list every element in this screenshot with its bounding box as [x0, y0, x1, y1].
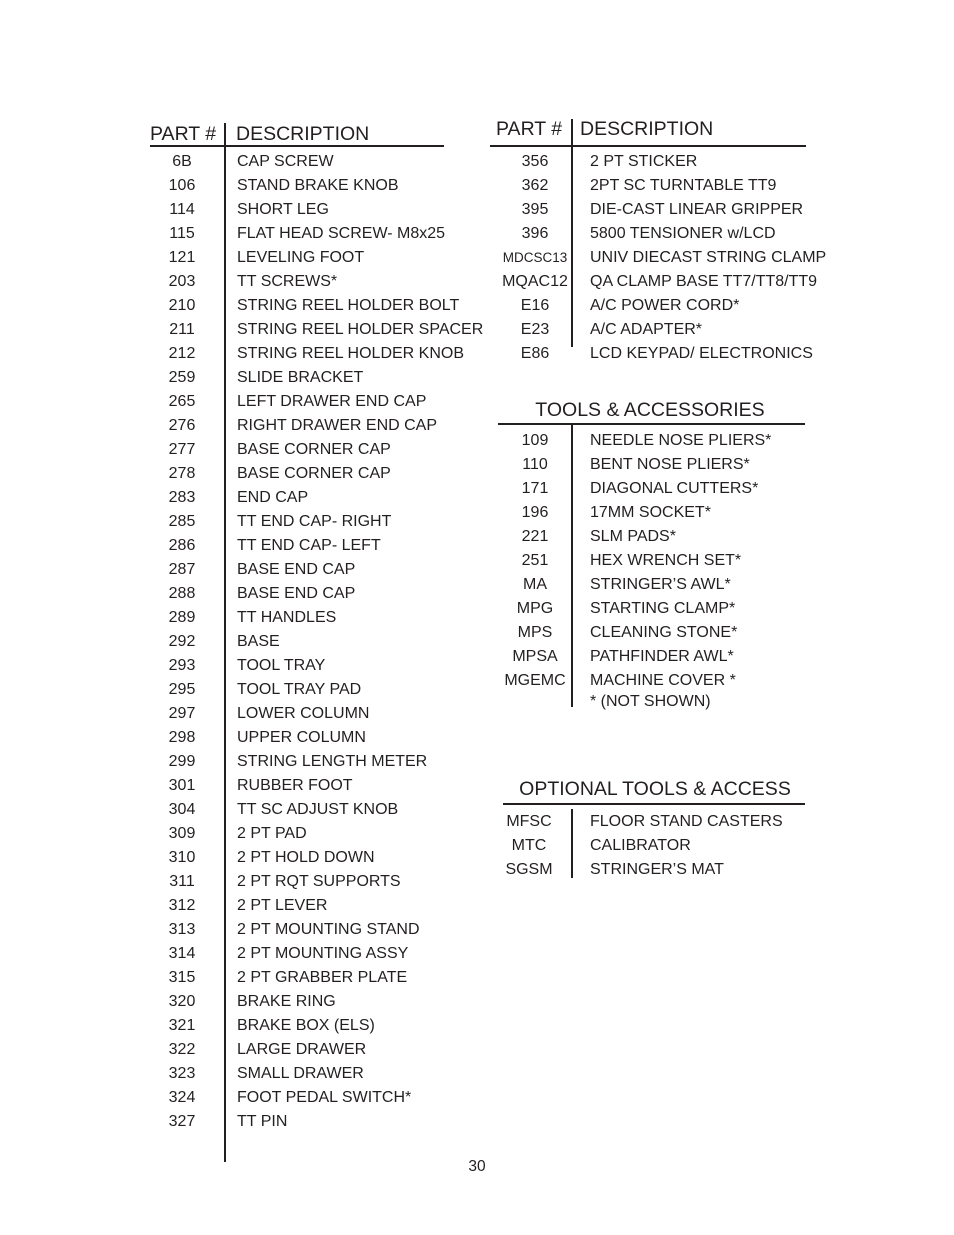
part-description — [237, 534, 381, 558]
table-row — [490, 477, 954, 501]
part-number: 311 — [169, 873, 195, 890]
table-row — [0, 726, 490, 750]
table-row — [0, 558, 490, 582]
table-row — [0, 1110, 490, 1134]
table-row — [490, 573, 954, 597]
main-desc-header: DESCRIPTION — [236, 123, 370, 145]
optional-header-rule — [503, 803, 805, 805]
part-description — [590, 525, 676, 549]
table-row — [0, 270, 490, 294]
part-description — [237, 294, 459, 318]
part-number: 289 — [168, 609, 196, 626]
part-description — [237, 438, 391, 462]
table-row — [0, 582, 490, 606]
part-description — [590, 858, 724, 882]
table-row — [0, 918, 490, 942]
part-description — [237, 414, 437, 438]
part-number: 115 — [169, 225, 195, 242]
tools-table-header — [490, 398, 954, 422]
main-part-header: PART # — [150, 123, 217, 145]
part-description-text: A/C POWER CORD* — [590, 297, 740, 314]
table-row — [490, 270, 954, 294]
part-description-text: 2 PT STICKER — [590, 153, 698, 170]
table-row — [490, 669, 954, 710]
part-number: 314 — [168, 945, 196, 962]
part-description-text: PATHFINDER AWL* — [590, 648, 734, 665]
part-number: 106 — [168, 177, 196, 194]
part-number: 265 — [168, 393, 196, 410]
part-description-text: LOWER COLUMN — [237, 705, 370, 722]
table-row — [0, 1086, 490, 1110]
part-number: MGEMC — [504, 672, 566, 689]
part-description — [237, 1086, 411, 1110]
part-description — [590, 549, 741, 573]
part-description — [237, 678, 361, 702]
part-number: 356 — [521, 153, 549, 170]
table-row — [0, 606, 490, 630]
part-number: 309 — [168, 825, 196, 842]
part-description-text: STRING REEL HOLDER KNOB — [237, 345, 465, 362]
part-description-text: TT END CAP- LEFT — [237, 537, 381, 554]
part-description — [237, 558, 355, 582]
part-description-text: STRING REEL HOLDER SPACER — [237, 321, 484, 338]
part-number: 171 — [521, 480, 549, 497]
table-row — [490, 834, 954, 858]
main-table-rows — [0, 150, 490, 1134]
table-row — [0, 174, 490, 198]
part-number: 299 — [168, 753, 196, 770]
part-description — [590, 834, 691, 858]
part-description — [237, 198, 329, 222]
part-number: 277 — [168, 441, 196, 458]
table-row — [0, 438, 490, 462]
optional-table-header — [490, 777, 954, 801]
optional-tools-table — [490, 777, 954, 878]
part-description — [237, 270, 337, 294]
optional-column-divider — [571, 809, 573, 878]
table-row — [0, 798, 490, 822]
part-description-text: CAP SCREW — [237, 153, 334, 170]
table-row — [0, 990, 490, 1014]
part-description — [590, 621, 737, 645]
part-number: E23 — [520, 321, 550, 338]
part-description — [590, 810, 783, 834]
table-row — [0, 942, 490, 966]
table-row — [0, 846, 490, 870]
table-row — [0, 222, 490, 246]
table-row — [0, 246, 490, 270]
part-description-text: BENT NOSE PLIERS* — [590, 456, 750, 473]
tools-title: TOOLS & ACCESSORIES — [535, 399, 765, 421]
table-row — [0, 678, 490, 702]
table-row — [0, 1062, 490, 1086]
part-number: 251 — [521, 552, 549, 569]
table-row — [0, 390, 490, 414]
part-number: 301 — [168, 777, 196, 794]
part-number: SGSM — [505, 861, 553, 878]
part-description — [237, 894, 327, 918]
page-number: 30 — [468, 1158, 486, 1175]
part-description — [237, 390, 426, 414]
table-row — [490, 501, 954, 525]
part-description — [590, 294, 739, 318]
part-number: 114 — [169, 201, 195, 218]
part-description — [237, 222, 445, 246]
main-header-rule — [150, 145, 444, 147]
part-description — [237, 606, 336, 630]
table-row — [0, 198, 490, 222]
part-description-text: TT SC ADJUST KNOB — [237, 801, 399, 818]
part-description-text: 2 PT PAD — [237, 825, 307, 842]
part-number: 313 — [168, 921, 196, 938]
part-number: 109 — [521, 432, 549, 449]
right-table-rows — [490, 150, 954, 366]
part-description — [590, 150, 697, 174]
part-number: 304 — [168, 801, 196, 818]
part-description — [237, 966, 407, 990]
part-number: MFSC — [506, 813, 552, 830]
table-row — [0, 366, 490, 390]
table-row — [490, 246, 954, 270]
part-description-text: UNIV DIECAST STRING CLAMP — [590, 249, 827, 266]
main-column-divider — [224, 123, 226, 1162]
part-description-text: 2 PT MOUNTING STAND — [237, 921, 420, 938]
part-description-text: LARGE DRAWER — [237, 1041, 367, 1058]
part-description-text: SLM PADS* — [590, 528, 676, 545]
table-row — [490, 453, 954, 477]
part-description — [590, 429, 771, 453]
table-row — [0, 630, 490, 654]
part-description — [237, 246, 364, 270]
part-description-text: BASE END CAP — [237, 561, 356, 578]
table-row — [0, 510, 490, 534]
part-description — [237, 150, 334, 174]
part-number: 278 — [168, 465, 196, 482]
part-description — [590, 198, 803, 222]
table-row — [0, 462, 490, 486]
part-description-text: 2 PT HOLD DOWN — [237, 849, 375, 866]
part-number: 395 — [521, 201, 549, 218]
part-number: MTC — [511, 837, 547, 854]
part-description-text: BRAKE RING — [237, 993, 336, 1010]
part-description-text: SLIDE BRACKET — [237, 369, 364, 386]
part-number: 6B — [172, 153, 192, 170]
part-number: 210 — [168, 297, 196, 314]
right-column-divider — [571, 119, 573, 347]
part-description-text: NEEDLE NOSE PLIERS* — [590, 432, 772, 449]
part-description-text: RIGHT DRAWER END CAP — [237, 417, 438, 434]
table-row — [490, 318, 954, 342]
part-description — [237, 702, 369, 726]
part-description-text: CALIBRATOR — [590, 837, 691, 854]
table-row — [0, 870, 490, 894]
part-description — [237, 174, 399, 198]
part-number: MA — [523, 576, 547, 593]
table-row — [490, 198, 954, 222]
part-description-text: 2 PT MOUNTING ASSY — [237, 945, 409, 962]
part-number: 293 — [168, 657, 196, 674]
part-number: 315 — [168, 969, 196, 986]
part-number: 212 — [168, 345, 196, 362]
part-description — [237, 726, 366, 750]
part-description-text: UPPER COLUMN — [237, 729, 366, 746]
table-row — [0, 486, 490, 510]
part-description — [590, 453, 750, 477]
part-number: 276 — [168, 417, 196, 434]
table-row — [0, 654, 490, 678]
part-number: 288 — [168, 585, 196, 602]
table-row — [0, 822, 490, 846]
part-number: 110 — [522, 456, 548, 473]
part-description-text: TT SCREWS* — [237, 273, 338, 290]
part-number: 121 — [168, 249, 196, 266]
part-number: 323 — [168, 1065, 196, 1082]
part-description — [237, 366, 363, 390]
part-number: 287 — [168, 561, 196, 578]
table-row — [0, 774, 490, 798]
part-description-text: END CAP — [237, 489, 309, 506]
part-description — [237, 822, 307, 846]
part-description-text: 17MM SOCKET* — [590, 504, 711, 521]
table-row — [490, 294, 954, 318]
part-description-text: FLAT HEAD SCREW- M8x25 — [237, 225, 446, 242]
table-row — [490, 525, 954, 549]
part-description — [237, 918, 420, 942]
part-description-text: CLEANING STONE* — [590, 624, 738, 641]
part-description — [237, 1038, 366, 1062]
part-description — [237, 750, 427, 774]
part-description-text: STRING LENGTH METER — [237, 753, 428, 770]
part-number: E86 — [520, 345, 550, 362]
table-row — [0, 318, 490, 342]
part-number: 286 — [168, 537, 196, 554]
right-table-header — [490, 117, 954, 141]
part-description-text: STARTING CLAMP* — [590, 600, 736, 617]
tools-table-rows — [490, 429, 954, 710]
part-number: MQAC12 — [502, 273, 568, 290]
part-number: MPG — [516, 600, 554, 617]
part-description-text: MACHINE COVER * — [590, 672, 736, 689]
part-number: 324 — [168, 1089, 196, 1106]
part-description — [237, 582, 355, 606]
part-description-text: BASE CORNER CAP — [237, 465, 391, 482]
table-row — [0, 534, 490, 558]
part-description — [590, 270, 817, 294]
part-description — [590, 573, 731, 597]
main-table-header — [0, 122, 490, 146]
part-description-text: TOOL TRAY — [237, 657, 326, 674]
part-number: 211 — [169, 321, 195, 338]
part-description-text: BASE CORNER CAP — [237, 441, 391, 458]
part-description-text: DIAGONAL CUTTERS* — [590, 480, 759, 497]
table-row — [490, 597, 954, 621]
part-number: 196 — [521, 504, 549, 521]
table-row — [490, 645, 954, 669]
table-row — [0, 702, 490, 726]
part-description — [590, 597, 735, 621]
part-description-text: STRINGER’S AWL* — [590, 576, 731, 593]
part-description — [590, 174, 776, 198]
part-description — [590, 318, 702, 342]
part-description-text: 5800 TENSIONER w/LCD — [590, 225, 776, 242]
not-shown-note: * (NOT SHOWN) — [590, 693, 711, 710]
part-description — [237, 1014, 375, 1038]
main-parts-table — [0, 122, 490, 1130]
part-description-text: TOOL TRAY PAD — [237, 681, 362, 698]
part-description — [237, 1062, 364, 1086]
part-description — [590, 501, 711, 525]
table-row — [490, 858, 954, 882]
table-row — [0, 750, 490, 774]
optional-table-rows — [490, 810, 954, 882]
part-description-text: LCD KEYPAD/ ELECTRONICS — [590, 345, 813, 362]
part-number: 285 — [168, 513, 196, 530]
table-row — [0, 294, 490, 318]
part-description-text: STRING REEL HOLDER BOLT — [237, 297, 460, 314]
part-number: 221 — [521, 528, 549, 545]
part-description-text: TT END CAP- RIGHT — [237, 513, 392, 530]
part-description-text: TT HANDLES — [237, 609, 337, 626]
part-description-text: HEX WRENCH SET* — [590, 552, 742, 569]
part-description-text: STRINGER’S MAT — [590, 861, 724, 878]
part-number: 322 — [168, 1041, 196, 1058]
part-description-text: 2 PT RQT SUPPORTS — [237, 873, 401, 890]
tools-column-divider — [571, 425, 573, 707]
part-description — [237, 630, 280, 654]
part-number: 283 — [168, 489, 196, 506]
part-number: 362 — [521, 177, 549, 194]
table-row — [490, 549, 954, 573]
table-row — [490, 429, 954, 453]
table-row — [490, 222, 954, 246]
part-description — [590, 246, 826, 270]
table-row — [0, 1038, 490, 1062]
part-description-text: LEVELING FOOT — [237, 249, 365, 266]
table-row — [490, 621, 954, 645]
part-number: 310 — [168, 849, 196, 866]
part-number: 259 — [168, 369, 196, 386]
right-desc-header: DESCRIPTION — [580, 118, 714, 140]
right-parts-table — [490, 117, 954, 362]
part-number: 297 — [168, 705, 196, 722]
part-description — [237, 342, 464, 366]
part-description-text: RUBBER FOOT — [237, 777, 353, 794]
table-row — [490, 150, 954, 174]
part-description-text: SMALL DRAWER — [237, 1065, 364, 1082]
part-number: MDCSC13 — [502, 250, 568, 265]
right-header-rule — [490, 145, 806, 147]
part-description — [237, 654, 325, 678]
part-description — [237, 774, 353, 798]
tools-accessories-table — [490, 398, 954, 710]
part-description-text: QA CLAMP BASE TT7/TT8/TT9 — [590, 273, 818, 290]
part-number: MPS — [517, 624, 553, 641]
part-description — [237, 462, 391, 486]
part-description-text: STAND BRAKE KNOB — [237, 177, 399, 194]
part-description — [237, 798, 398, 822]
part-description — [590, 477, 758, 501]
part-description-text: 2 PT GRABBER PLATE — [237, 969, 408, 986]
right-part-header: PART # — [496, 118, 563, 140]
part-description — [237, 870, 401, 894]
part-description — [237, 846, 375, 870]
part-description — [590, 645, 734, 669]
table-row — [490, 174, 954, 198]
part-description-text: FLOOR STAND CASTERS — [590, 813, 783, 830]
optional-title: OPTIONAL TOOLS & ACCESS — [519, 778, 791, 800]
part-number: 295 — [168, 681, 196, 698]
table-row — [490, 810, 954, 834]
part-number: 203 — [168, 273, 196, 290]
part-description-text: BASE END CAP — [237, 585, 356, 602]
part-number: 312 — [168, 897, 196, 914]
part-description — [237, 990, 336, 1014]
part-description-text: DIE-CAST LINEAR GRIPPER — [590, 201, 804, 218]
part-number: 321 — [168, 1017, 196, 1034]
part-number: E16 — [520, 297, 550, 314]
part-number: 292 — [168, 633, 196, 650]
table-row — [0, 1014, 490, 1038]
part-description-text: 2 PT LEVER — [237, 897, 328, 914]
part-description — [237, 942, 408, 966]
table-row — [490, 342, 954, 366]
part-number: 396 — [521, 225, 549, 242]
part-description-text: SHORT LEG — [237, 201, 329, 218]
part-description-text: BRAKE BOX (ELS) — [237, 1017, 375, 1034]
part-description-text: BASE — [237, 633, 280, 650]
part-description — [237, 486, 308, 510]
part-description — [590, 669, 736, 711]
part-description-text: A/C ADAPTER* — [590, 321, 703, 338]
part-description-text: LEFT DRAWER END CAP — [237, 393, 427, 410]
part-description-text: FOOT PEDAL SWITCH* — [237, 1089, 412, 1106]
part-description-text: TT PIN — [237, 1113, 288, 1130]
part-description — [237, 510, 391, 534]
part-number: 327 — [168, 1113, 196, 1130]
table-row — [0, 894, 490, 918]
table-row — [0, 414, 490, 438]
part-description-text: 2PT SC TURNTABLE TT9 — [590, 177, 777, 194]
part-description — [590, 342, 813, 366]
part-description — [237, 1110, 287, 1134]
table-row — [0, 150, 490, 174]
part-description — [237, 318, 483, 342]
part-description — [590, 222, 776, 246]
part-number: MPSA — [512, 648, 558, 665]
table-row — [0, 342, 490, 366]
part-number: 298 — [168, 729, 196, 746]
table-row — [0, 966, 490, 990]
tools-header-rule — [498, 423, 805, 425]
part-number: 320 — [168, 993, 196, 1010]
